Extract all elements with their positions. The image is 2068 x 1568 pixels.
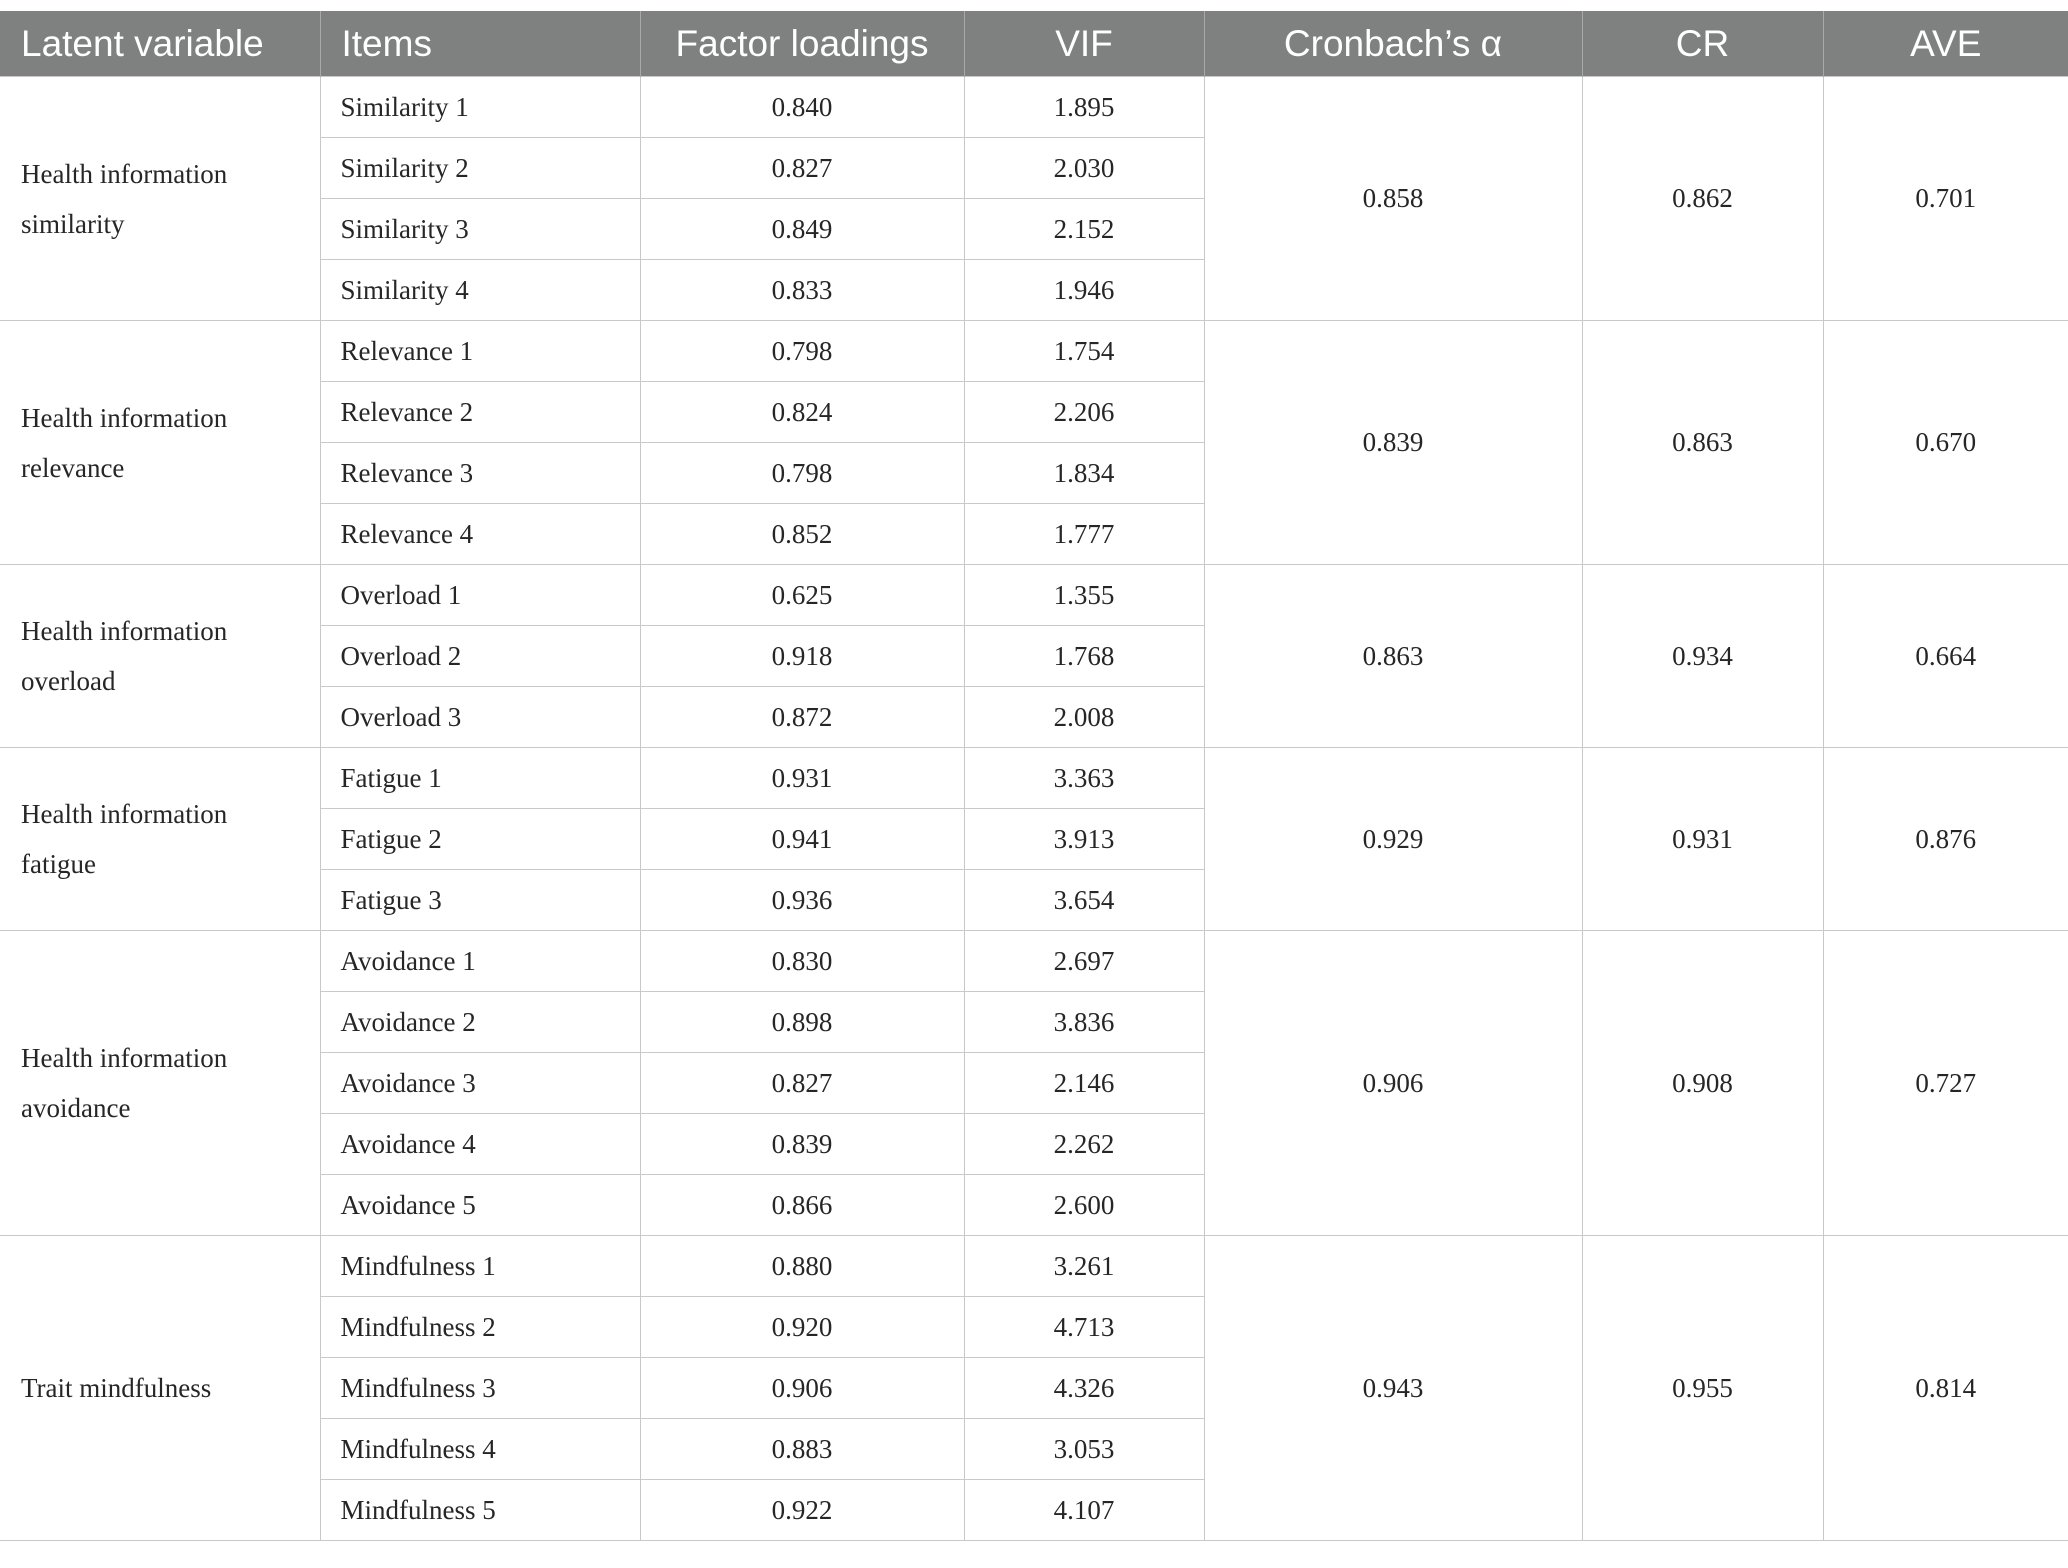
vif-cell: 2.262 [964, 1114, 1204, 1175]
latent-variable-cell: Trait mindfulness [0, 1236, 320, 1541]
factor-loading-cell: 0.849 [640, 199, 964, 260]
item-cell: Fatigue 2 [320, 809, 640, 870]
vif-cell: 3.836 [964, 992, 1204, 1053]
ave-cell: 0.727 [1823, 931, 2068, 1236]
item-cell: Fatigue 1 [320, 748, 640, 809]
item-cell: Overload 2 [320, 626, 640, 687]
item-cell: Relevance 3 [320, 443, 640, 504]
ave-cell: 0.670 [1823, 321, 2068, 565]
header-ave: AVE [1823, 11, 2068, 77]
cr-cell: 0.862 [1582, 77, 1823, 321]
factor-loading-cell: 0.625 [640, 565, 964, 626]
vif-cell: 4.713 [964, 1297, 1204, 1358]
item-cell: Relevance 1 [320, 321, 640, 382]
ave-cell: 0.814 [1823, 1236, 2068, 1541]
latent-variable-cell: Health information similarity [0, 77, 320, 321]
cronbach-alpha-cell: 0.839 [1204, 321, 1582, 565]
factor-loading-cell: 0.824 [640, 382, 964, 443]
item-cell: Relevance 4 [320, 504, 640, 565]
vif-cell: 1.834 [964, 443, 1204, 504]
cr-cell: 0.955 [1582, 1236, 1823, 1541]
factor-loading-cell: 0.827 [640, 1053, 964, 1114]
header-cr: CR [1582, 11, 1823, 77]
table-row [0, 565, 2068, 626]
vif-cell: 2.030 [964, 138, 1204, 199]
header-factor-loadings: Factor loadings [640, 11, 964, 77]
factor-loading-cell: 0.931 [640, 748, 964, 809]
factor-loading-cell: 0.798 [640, 443, 964, 504]
item-cell: Mindfulness 5 [320, 1480, 640, 1541]
item-cell: Avoidance 4 [320, 1114, 640, 1175]
item-cell: Overload 1 [320, 565, 640, 626]
header-items: Items [320, 11, 640, 77]
vif-cell: 1.895 [964, 77, 1204, 138]
table-row [0, 77, 2068, 138]
header-latent-variable: Latent variable [0, 11, 320, 77]
results-table [0, 11, 2068, 1541]
cr-cell: 0.863 [1582, 321, 1823, 565]
factor-loading-cell: 0.936 [640, 870, 964, 931]
vif-cell: 1.946 [964, 260, 1204, 321]
item-cell: Avoidance 3 [320, 1053, 640, 1114]
table-row [0, 748, 2068, 809]
vif-cell: 2.152 [964, 199, 1204, 260]
item-cell: Overload 3 [320, 687, 640, 748]
latent-variable-cell: Health information avoidance [0, 931, 320, 1236]
header-row [0, 11, 2068, 77]
vif-cell: 4.107 [964, 1480, 1204, 1541]
table-header [0, 11, 2068, 77]
factor-loading-cell: 0.941 [640, 809, 964, 870]
factor-loading-cell: 0.920 [640, 1297, 964, 1358]
vif-cell: 2.008 [964, 687, 1204, 748]
item-cell: Mindfulness 2 [320, 1297, 640, 1358]
factor-loading-cell: 0.833 [640, 260, 964, 321]
factor-loading-cell: 0.898 [640, 992, 964, 1053]
ave-cell: 0.876 [1823, 748, 2068, 931]
table-row [0, 321, 2068, 382]
table-body [0, 77, 2068, 1541]
factor-loading-cell: 0.883 [640, 1419, 964, 1480]
cronbach-alpha-cell: 0.929 [1204, 748, 1582, 931]
vif-cell: 4.326 [964, 1358, 1204, 1419]
item-cell: Relevance 2 [320, 382, 640, 443]
vif-cell: 3.053 [964, 1419, 1204, 1480]
vif-cell: 3.654 [964, 870, 1204, 931]
item-cell: Similarity 3 [320, 199, 640, 260]
vif-cell: 2.206 [964, 382, 1204, 443]
cronbach-alpha-cell: 0.858 [1204, 77, 1582, 321]
factor-loading-cell: 0.798 [640, 321, 964, 382]
cronbach-alpha-cell: 0.906 [1204, 931, 1582, 1236]
factor-loading-cell: 0.872 [640, 687, 964, 748]
vif-cell: 2.146 [964, 1053, 1204, 1114]
header-cronbach-alpha: Cronbach’s α [1204, 11, 1582, 77]
vif-cell: 1.777 [964, 504, 1204, 565]
cr-cell: 0.934 [1582, 565, 1823, 748]
factor-loading-cell: 0.840 [640, 77, 964, 138]
cr-cell: 0.931 [1582, 748, 1823, 931]
vif-cell: 2.697 [964, 931, 1204, 992]
cronbach-alpha-cell: 0.863 [1204, 565, 1582, 748]
item-cell: Avoidance 1 [320, 931, 640, 992]
item-cell: Similarity 1 [320, 77, 640, 138]
table-row [0, 1236, 2068, 1297]
latent-variable-cell: Health information overload [0, 565, 320, 748]
vif-cell: 2.600 [964, 1175, 1204, 1236]
item-cell: Mindfulness 1 [320, 1236, 640, 1297]
factor-loading-cell: 0.827 [640, 138, 964, 199]
vif-cell: 1.355 [964, 565, 1204, 626]
item-cell: Mindfulness 3 [320, 1358, 640, 1419]
item-cell: Similarity 2 [320, 138, 640, 199]
item-cell: Avoidance 5 [320, 1175, 640, 1236]
ave-cell: 0.701 [1823, 77, 2068, 321]
vif-cell: 3.363 [964, 748, 1204, 809]
vif-cell: 1.754 [964, 321, 1204, 382]
table-row [0, 931, 2068, 992]
vif-cell: 1.768 [964, 626, 1204, 687]
factor-loading-cell: 0.922 [640, 1480, 964, 1541]
factor-loading-cell: 0.866 [640, 1175, 964, 1236]
factor-loading-cell: 0.852 [640, 504, 964, 565]
latent-variable-cell: Health information fatigue [0, 748, 320, 931]
factor-loading-cell: 0.880 [640, 1236, 964, 1297]
cr-cell: 0.908 [1582, 931, 1823, 1236]
vif-cell: 3.913 [964, 809, 1204, 870]
factor-loading-cell: 0.918 [640, 626, 964, 687]
factor-loading-cell: 0.906 [640, 1358, 964, 1419]
factor-loading-cell: 0.830 [640, 931, 964, 992]
item-cell: Similarity 4 [320, 260, 640, 321]
header-vif: VIF [964, 11, 1204, 77]
ave-cell: 0.664 [1823, 565, 2068, 748]
vif-cell: 3.261 [964, 1236, 1204, 1297]
cronbach-alpha-cell: 0.943 [1204, 1236, 1582, 1541]
item-cell: Fatigue 3 [320, 870, 640, 931]
item-cell: Avoidance 2 [320, 992, 640, 1053]
item-cell: Mindfulness 4 [320, 1419, 640, 1480]
factor-loading-cell: 0.839 [640, 1114, 964, 1175]
latent-variable-cell: Health information relevance [0, 321, 320, 565]
